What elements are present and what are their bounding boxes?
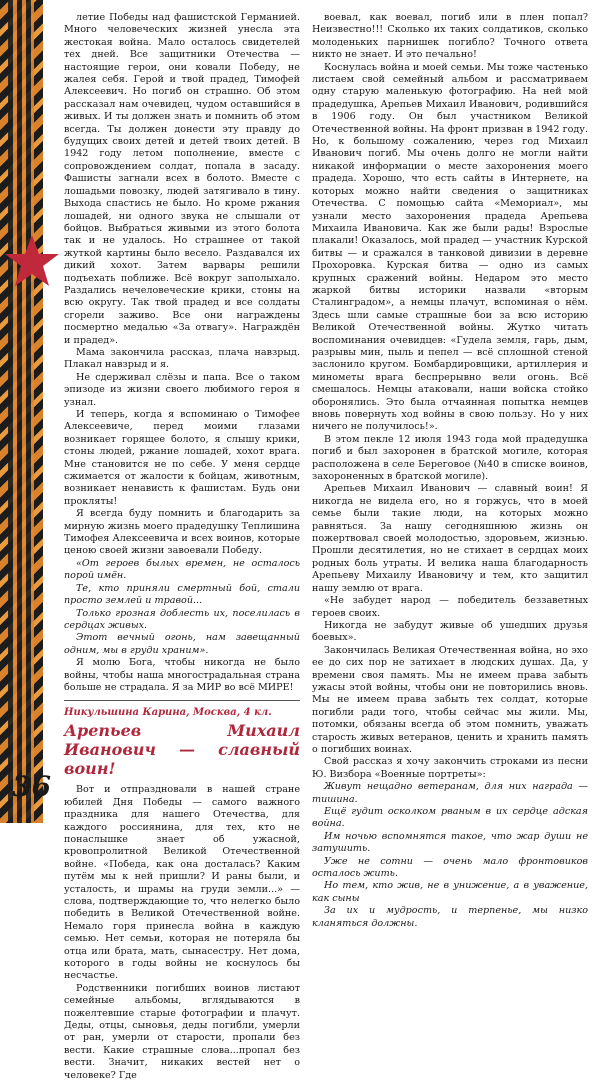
paragraph: И теперь, когда я вспоминаю о Тимофее Алексеевиче, перед моими глазами возникает горящее болото, я слышу крики, стоны людей, ржание лошадей, хохот врага. Мне становится не по себе. У меня сердце сжимается от жалости к бойцам, животным, возникает ненависть к фашистам. Будь они прокляты!: [64, 409, 300, 507]
article-author: Никульшина Карина, Москва, 4 кл.: [64, 707, 272, 719]
article-divider: [64, 700, 300, 701]
left-poem: [64, 558, 300, 694]
left-column: [64, 12, 300, 1082]
paragraph: Я молю Бога, чтобы никогда не было войны, чтобы наша многострадальная страна больше не страдала. Я за МИР во всё МИРЕ!: [64, 657, 300, 693]
paragraph: Те, кто приняли смертный бой, стали просто землей и травой...: [64, 582, 300, 607]
paragraph: Им ночью вспомнятся такое, что жар души не затушить.: [312, 830, 588, 855]
paragraph: «От героев былых времен, не осталось порой имён.: [64, 557, 300, 582]
paragraph: летие Победы над фашистской Германией. Много человеческих жизней унесла эта жестокая война. Мало осталось свидетелей тех дней. Все защитники Отечества — настоящие герои, они ковали Победу, не жалея себя. Герой и твой прадед, Тимофей Алексеевич. Но погиб он страшно. Об этом рассказал нам очевидец, чудом оставшийся в живых. И ты должен знать и помнить об этом всегда. Ты должен донести эту правду до будущих своих детей и детей твоих детей. В 1942 году летом пополнение, вместе с сопровождением солдат, попала в засаду. Фашисты загнали всех в болото. Вместе с лошадьми повозку, людей затягивало в тину. Выхода спастись не было. Но кроме ржания лошадей, ни одного звука не слышали от бойцов. Выбраться живыми из этого болота так и не удалось. Но страшнее от такой жуткой картины было весело. Раздавался их дикий хохот. Затем варвары решили подъехать поближе. Всё вокруг заполыхало. Раздались нечеловеческие крики, стоны на всю округу. Так твой прадед и все солдаты сгорели заживо. Все они награждены посмертно медалью «За отвагу». Награждён и прадед».: [64, 12, 300, 346]
paragraph: Уже не сотни — очень мало фронтовиков осталось жить.: [312, 855, 588, 880]
left-bottom-text: [64, 784, 300, 1082]
article-headline: Арепьев Михаил Иванович — славный воин!: [64, 721, 300, 779]
paragraph: В этом пекле 12 июля 1943 года мой прадедушка погиб и был захоронен в братской могиле, которая расположена в селе Береговое (№40 в списке воинов, захороненных в братской могиле).: [312, 433, 588, 483]
page-number: 36: [12, 770, 51, 803]
paragraph: Коснулась война и моей семьи. Мы тоже частенько листаем свой семейный альбом и рассматриваем одну старую маленькую фотографию. На ней мой прадедушка, Арепьев Михаил Иванович, родившийся в 1906 году. Он был участником Великой Отечественной войны. На фронт призван в 1942 году. Но, к большому сожалению, через год Михаил Иванович погиб. Мы очень долго не могли найти никакой информации о месте захоронения моего прадеда. Хорошо, что есть сайты в Интернете, на которых можно найти сведения о защитниках Отечества. С помощью сайта «Мемориал», мы узнали место захоронения прадеда Арепьева Михаила Ивановича. Как же были рады! Взрослые плакали! Оказалось, мой прадед — участник Курской битвы — и сражался в танковой дивизии в деревне Прохоровка. Курская битва — одно из самых крупных сражений войны. Недаром это место жаркой битвы историки назвали «вторым Сталинградом», а немцы плачут, вспоминая о нём. Здесь шли самые страшные бои за всю историю Великой Отечественной войны. Жутко читать воспоминания очевидцев: «Гудела земля, гарь, дым, разрывы мин, пыль и пепел — всё сплошной стеной заслонило кругом. Бомбардировщики, артиллерия и минометы врага беспрерывно вели огонь. Всё смешалось. Немцы атаковали, наши войска стойко оборонялись. Это была отчаянная попытка немцев вновь повернуть ход войны в свою пользу. Но у них ничего не получилось!».: [312, 61, 588, 433]
paragraph: воевал, как воевал, погиб или в плен попал? Неизвестно!!! Сколько их таких солдатиков, сколько молоденьких парнишек погибло? Точного ответа никто не знает. И это печально!: [312, 12, 588, 61]
paragraph: Живут нещадно ветеранам, для них награда — тишина.: [312, 781, 588, 805]
paragraph: Этот вечный огонь, нам завещанный одним, мы в груди храним».: [64, 632, 300, 656]
paragraph: «Не забудет народ — победитель беззаветных героев своих.: [312, 595, 588, 619]
right-column: [312, 12, 588, 930]
paragraph: Свой рассказ я хочу закончить строками из песни Ю. Визбора «Военные портреты»:: [312, 756, 588, 780]
st-george-ribbon: [0, 0, 43, 823]
red-star-icon: [2, 232, 62, 292]
right-body-text: [312, 12, 588, 781]
paragraph: Не сдерживал слёзы и папа. Все о таком эпизоде из жизни своего любимого героя я узнал.: [64, 371, 300, 408]
paragraph: Только грозная доблесть их, поселилась в сердцах живых.: [64, 607, 300, 631]
paragraph: Я всегда буду помнить и благодарить за мирную жизнь моего прадедушку Теплишина Тимофея Алексеевича и всех воинов, которые ценою своей жизни завоевали Победу.: [64, 508, 300, 557]
right-poem: [312, 781, 588, 930]
paragraph: Закончилась Великая Отечественная война, но эхо ее до сих пор не затихает в людских душах. Да, у времени своя память. Мы не имеем права забыть ужасы этой войны, чтобы они не повторились вновь. Мы не имеем права забыть тех солдат, которые погибли ради того, чтобы сейчас мы жили. Мы, потомки, обязаны всегда об этом помнить, уважать старость живых ветеранов, ценить и хранить память о погибших воинах.: [312, 644, 588, 755]
left-top-text: [64, 12, 300, 558]
paragraph: Вот и отпраздновали в нашей стране юбилей Дня Победы — самого важного праздника для нашего Отечества, для каждого россиянина, для тех, кто не понаслышке знает об ужасной, кровопролитной Великой Отечественной войне. «Победа, как она досталась? Каким путём мы к ней пришли? И раны были, и усталость, и шрамы на груди земли...» — слова, подтверждающие то, что нелегко было победить в Великой Отечественной войне. Немало горя принесла война в каждую семью. Нет семьи, которая не потеряла бы отца или брата, мать, сынаcестру. Нет дома, которого в годы войны не коснулось бы несчастье.: [64, 784, 300, 982]
paragraph: Никогда не забудут живые об ушедших друзья боевых».: [312, 619, 588, 644]
paragraph: Родственники погибших воинов листают семейные альбомы, вглядываются в пожелтевшие старые фотографии и плачут. Деды, отцы, сыновья, деды погибли, умерли от ран, умерли от старости, пропали без вести. Какие страшные слова...пропал без вести. Значит, никаких вестей нет о человеке? Где: [64, 982, 300, 1081]
paragraph: Ещё гудит осколком рваным в их сердце адская война.: [312, 806, 588, 830]
paragraph: Мама закончила рассказ, плача навзрыд. Плакал навзрыд и я.: [64, 346, 300, 371]
paragraph: За их и мудрость, и терпенье, мы низко кланяться должны.: [312, 905, 588, 929]
ribbon-stripe-inner: [8, 0, 34, 823]
paragraph: Но тем, кто жив, не в унижение, а в уважение, как сыны: [312, 880, 588, 904]
paragraph: Арепьев Михаил Иванович — славный воин! Я никогда не видела его, но я горжусь, что в моей семье были такие люди, на которых можно равняться. За нашу сегодняшнюю жизнь он пожертвовал своей молодостью, здоровьем, жизнью. Прошли десятилетия, но не стихает в сердцах моих родных боль утраты. И велика наша благодарность Арепьеву Михаилу Ивановичу и тем, кто защитил нашу землю от врага.: [312, 483, 588, 594]
